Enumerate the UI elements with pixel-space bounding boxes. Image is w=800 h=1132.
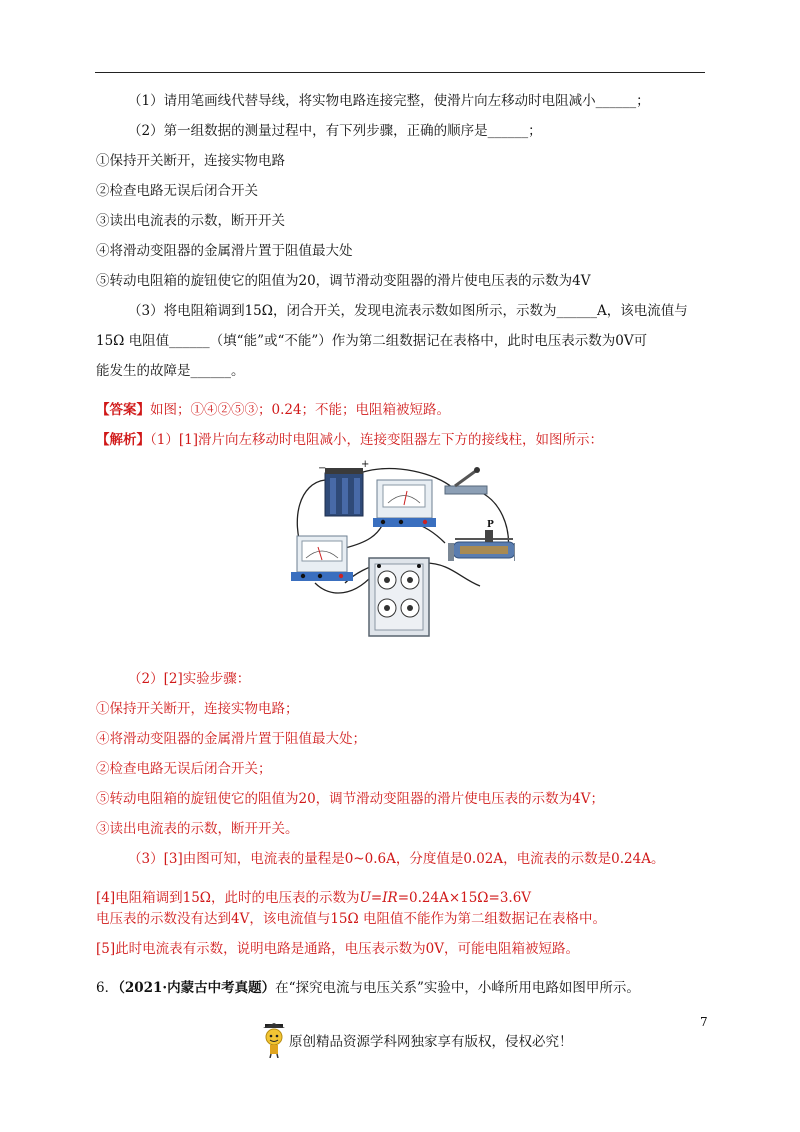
calc-line xyxy=(96,889,531,907)
analysis-step-line-5: ③读出电流表的示数，断开开关。 xyxy=(96,821,299,837)
analysis-step-line-3: ②检查电路无误后闭合开关； xyxy=(96,761,272,777)
analysis-step-line-2: ④将滑动变阻器的金属滑片置于阻值最大处； xyxy=(96,731,366,747)
battery-plus: + xyxy=(361,459,370,470)
calc-pre: [4]电阻箱调到15Ω，此时的电压表的示数为 xyxy=(96,890,360,906)
question-6 xyxy=(96,979,640,997)
voltmeter xyxy=(373,480,436,527)
question-line-6: ⑤转动电阻箱的旋钮使它的阻值为20，调节滑动变阻器的滑片使电压表的示数为4V xyxy=(96,273,591,289)
header-rule xyxy=(95,72,705,73)
analysis-step-line-1: ①保持开关断开，连接实物电路； xyxy=(96,701,299,717)
question-line-1: （2）第一组数据的测量过程中，有下列步骤，正确的顺序是______； xyxy=(128,123,542,139)
question-line-2: ①保持开关断开，连接实物电路 xyxy=(96,153,285,169)
question-6-number: 6． xyxy=(96,980,119,996)
calc-eq: = xyxy=(370,890,383,906)
analysis-step-line-4: ⑤转动电阻箱的旋钮使它的阻值为20，调节滑动变阻器的滑片使电压表的示数为4V； xyxy=(96,791,605,807)
battery xyxy=(318,459,369,516)
circuit-figure xyxy=(285,458,515,640)
rheostat xyxy=(448,520,515,561)
question-6-source: （2021·内蒙古中考真题） xyxy=(118,980,276,996)
resistance-box xyxy=(369,558,429,636)
question-line-8: 15Ω 电阻值______（填“能”或“不能”）作为第二组数据记在表格中，此时电压表示数为0V可 xyxy=(96,333,648,349)
question-line-3: ②检查电路无误后闭合开关 xyxy=(96,183,258,199)
switch xyxy=(445,467,487,494)
analysis-extra-line-0: 电压表的示数没有达到4V，该电流值与15Ω 电阻值不能作为第二组数据记在表格中。 xyxy=(96,911,606,927)
analysis-extra-line-1: [5]此时电流表有示数，说明电路是通路，电压表示数为0V，可能电阻箱被短路。 xyxy=(96,941,579,957)
footer xyxy=(260,1022,573,1062)
question-line-4: ③读出电流表的示数，断开开关 xyxy=(96,213,285,229)
question-line-7: （3）将电阻箱调到15Ω，闭合开关，发现电流表示数如图所示，示数为______A，该电流值与 xyxy=(128,303,688,319)
question-6-text: 在“探究电流与电压关系”实验中，小峰所用电路如图甲所示。 xyxy=(275,980,640,996)
analysis-step-line-6: （3）[3]由图可知，电流表的量程是0~0.6A，分度值是0.02A，电流表的示数是0.24A。 xyxy=(128,851,665,867)
answer-tag: 【答案】 xyxy=(96,402,150,418)
mascot-icon xyxy=(260,1022,288,1058)
question-line-9: 能发生的故障是______。 xyxy=(96,363,245,379)
analysis-tag: 【解析】 xyxy=(96,432,150,448)
page-number: 7 xyxy=(700,1015,708,1029)
analysis-step-line-0: （2）[2]实验步骤： xyxy=(128,671,251,687)
question-line-0: （1）请用笔画线代替导线，将实物电路连接完整，使滑片向左移动时电阻减小______； xyxy=(128,93,650,109)
calc-post: =0.24A×15Ω=3.6V xyxy=(397,890,532,906)
calc-ir: IR xyxy=(382,890,398,906)
rheostat-p-label: P xyxy=(487,520,494,530)
analysis-line xyxy=(96,431,603,449)
analysis-text: （1）[1]滑片向左移动时电阻减小，连接变阻器左下方的接线柱，如图所示： xyxy=(150,432,603,448)
ammeter xyxy=(291,536,353,581)
answer-text: 如图；①④②⑤③；0.24；不能；电阻箱被短路。 xyxy=(150,402,451,418)
calc-u: U xyxy=(359,890,371,906)
answer-line xyxy=(96,401,450,419)
question-line-5: ④将滑动变阻器的金属滑片置于阻值最大处 xyxy=(96,243,353,259)
footer-copyright: 原创精品资源学科网独家享有版权，侵权必究！ xyxy=(289,1034,573,1050)
battery-minus: − xyxy=(318,463,327,474)
